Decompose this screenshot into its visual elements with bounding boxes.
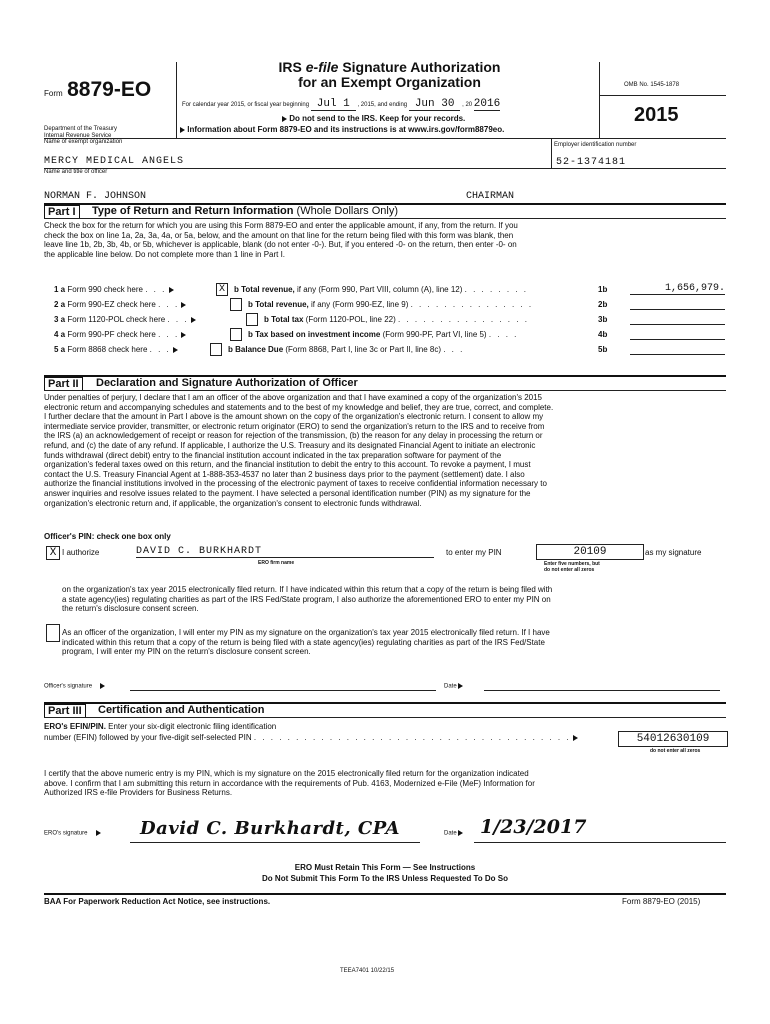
form-title: IRS e-file Signature Authorization for an Exempt Organization [180,60,599,90]
officer-signature-label: Officer's signature [44,683,105,690]
ero-firm-name[interactable]: DAVID C. BURKHARDT [136,546,434,558]
form-subtitle: for an Exempt Organization [298,74,481,90]
ero-date-label: Date [444,830,463,837]
pin-heading: Officer's PIN: check one box only [44,532,171,541]
form-prefix: Form [44,89,63,98]
line3b-amount[interactable] [630,313,725,325]
omb-number: OMB No. 1545-1878 [624,82,680,88]
line-1: 1 a Form 990 check here . . . X b Total revenue, if any (Form 990, Part VIII, column (A), line 12) . . . . . . . . 1b 1,656,979. [54,283,725,295]
do-not-send-note: Do not send to the IRS. Keep for your records. [282,114,465,123]
line5b-amount[interactable] [630,343,725,355]
end-year[interactable]: 2016 [473,98,501,110]
org-name-label: Name of exempt organization [44,139,123,145]
part2-title: Declaration and Signature Authorization of Officer [96,377,358,389]
line4b-amount[interactable] [630,328,725,340]
tax-year-line: For calendar year 2015, or fiscal year beginning Jul 1 , 2015, and ending Jun 30 , 20 2016 [182,98,501,110]
line1b-amount[interactable]: 1,656,979. [630,283,725,295]
ein-value[interactable]: 52-1374181 [556,157,627,168]
part1-intro: Check the box for the return for which you are using this Form 8879-EO and enter the applicable amount, if any, from the return. If you check the box on line 1a, 2a, 3a, 4a, or 5a, below, and the amount on that line for the return being filed with this form was blank, then leave line 1b, 2b, 3b, 4b, or 5b, whichever is applicable, blank (do not enter -0-). But, if you entered -0- on the return, then enter -0- on the applicable line below. Do not complete more than 1 line in Part I. [44,221,518,259]
line3a-checkbox[interactable] [246,313,258,326]
option1-checkbox[interactable]: X [46,546,60,560]
part2-declaration: Under penalties of perjury, I declare that I am an officer of the above organization and that I have examined a copy of the organization's 2015 electronic return and accompanying schedules and statements and to the best of my knowledge and belief, they are true, correct, and complete. I further declare that the amount in Part I above is the amount shown on the copy of the organization's electronic return. I consent to allow my intermediate service provider, transmitter, or electronic return originator (ERO) to send the organization's return to the IRS and to receive from the IRS (a) an acknowledgement of receipt or reason for rejection of the transmission, (b) the reason for any delay in processing the return or refund, and (c) the date of any refund. If applicable, I authorize the U.S. Treasury and its designated Financial Agent to initiate an electronic funds withdrawal (direct debit) entry to the financial institution account indicated in the tax preparation software for payment of the organization's federal taxes owed on this return, and the financial institution to debit the entry to this account. To revoke a payment, I must contact the U.S. Treasury Financial Agent at 1-888-353-4537 no later than 2 business days prior to the payment (settlement) date. I also authorize the financial institutions involved in the processing of the electronic payment of taxes to receive confidential information necessary to answer inquiries and resolve issues related to the payment. I have selected a personal identification number (PIN) as my signature for the organization's electronic return and, if applicable, the organization's consent to electronic funds withdrawal. [44,393,554,508]
line4a-checkbox[interactable] [230,328,242,341]
option1-text: on the organization's tax year 2015 electronically filed return. If I have indicated within this return that a copy of the return is being filed with a state agency(ies) regulating charities as part of the IRS Fed/State program, I also authorize the aforementioned ERO to enter my PIN on the return's disclosure consent screen. [62,585,553,614]
officer-name[interactable]: NORMAN F. JOHNSON [44,191,147,202]
line-5: 5 a Form 8868 check here . . . b Balance Due (Form 8868, Part I, line 3c or Part II, line 8c) . . . 5b [50,343,726,357]
option2-checkbox[interactable] [46,624,60,642]
begin-date[interactable]: Jul 1 [311,98,356,111]
org-name-value[interactable]: MERCY MEDICAL ANGELS [44,156,185,167]
end-date[interactable]: Jun 30 [409,98,461,111]
ero-signature-line[interactable] [130,842,420,843]
pin-note: Enter five numbers, but do not enter all zeros [544,561,600,573]
efin-label: ERO's EFIN/PIN. Enter your six-digit electronic filing identification number (EFIN) followed by your five-digit self-selected PIN . . . . . . . . . . . . . . . . . . . . . . . . . . . . . . . . . . . . . . [44,721,578,743]
part3-label: Part III [44,704,86,718]
tax-year: 2015 [634,104,679,126]
line2a-checkbox[interactable] [230,298,242,311]
form-code: TEEA7401 10/22/15 [340,968,395,974]
officer-date-line[interactable] [484,690,720,691]
officer-label: Name and title of officer [44,169,108,175]
ero-efin-pin[interactable]: 54012630109 [618,731,728,747]
ero-signature-label: ERO's signature [44,830,101,837]
line-2: 2 a Form 990-EZ check here . . . b Total revenue, if any (Form 990-EZ, line 9) . . . . . . . . . . . . . . . 2b [50,298,726,312]
officer-signature-line[interactable] [130,690,436,691]
irs-name: Internal Revenue Service [44,133,112,139]
line-3: 3 a Form 1120-POL check here . . . b Total tax (Form 1120-POL, line 22) . . . . . . . . . . . . . . . . 3b [50,313,726,327]
enter-pin-label: to enter my PIN [446,548,502,557]
ero-firm-label: ERO firm name [258,560,295,566]
ein-label: Employer identification number [554,142,637,148]
retain-notice: ERO Must Retain This Form — See Instructions Do Not Submit This Form To the IRS Unless Requested To Do So [262,863,508,883]
option2-text: As an officer of the organization, I will enter my PIN as my signature on the organization's tax year 2015 electronically filed return. If I have indicated within this return that a copy of the return is being filed with a state agency(ies) regulating charities as part of the IRS Fed/State program, I will enter my PIN on the return's disclosure consent screen. [62,628,550,657]
form-reference: Form 8879-EO (2015) [622,897,701,906]
officer-date-label: Date [444,683,463,690]
as-signature-label: as my signature [645,548,702,557]
form-number: 8879-EO [67,78,152,101]
part2-label: Part II [44,377,83,391]
info-line: Information about Form 8879-EO and its instructions is at www.irs.gov/form8879eo. [180,125,504,134]
ero-date: 1/23/2017 [480,816,587,838]
baa-notice: BAA For Paperwork Reduction Act Notice, see instructions. [44,897,271,906]
line-4: 4 a Form 990-PF check here . . . b Tax based on investment income (Form 990-PF, Part VI, line 5) . . . . 4b [50,328,726,342]
certify-text: I certify that the above numeric entry is my PIN, which is my signature on the 2015 electronically filed return for the organization indicated above. I confirm that I am submitting this return in accordance with the requirements of Pub. 4163, Modernized e-File (MeF) Information for Authorized IRS e-file Providers for Business Returns. [44,769,535,798]
line1a-checkbox[interactable]: X [216,283,228,296]
line2b-amount[interactable] [630,298,725,310]
part1-label: Part I [44,205,80,219]
department: Department of the Treasury [44,126,118,132]
part1-lines [50,283,726,363]
part1-title: Type of Return and Return Information (Whole Dollars Only) [92,205,398,217]
line5a-checkbox[interactable] [210,343,222,356]
form-number-block [44,78,151,102]
officer-title[interactable]: CHAIRMAN [466,191,515,202]
efin-note: do not enter all zeros [650,748,701,754]
ero-date-line[interactable] [474,842,726,843]
ero-signature: David C. Burkhardt, CPA [140,818,400,839]
authorize-label: I authorize [62,548,100,557]
officer-pin[interactable]: 20109 [536,544,644,560]
part3-title: Certification and Authentication [98,704,265,716]
